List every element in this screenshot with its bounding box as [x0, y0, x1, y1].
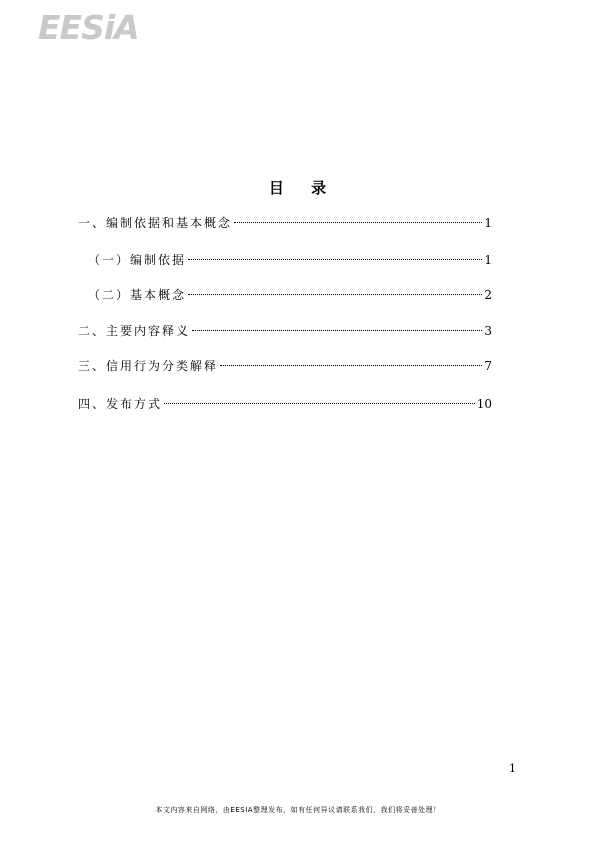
toc-entry[interactable] [78, 357, 492, 375]
toc-entry-page: 7 [484, 359, 492, 373]
toc-entry-text: 一、编制依据和基本概念 [78, 216, 233, 230]
toc-entry[interactable] [78, 395, 492, 413]
toc-entry[interactable] [88, 286, 492, 304]
toc-entry-page: 1 [484, 216, 492, 230]
toc-dot-leader [192, 330, 482, 331]
toc-entry[interactable] [78, 214, 492, 232]
toc-dot-leader [188, 294, 482, 295]
toc-entry-page: 1 [484, 253, 492, 267]
toc-entry-text: 四、发布方式 [78, 397, 163, 411]
eesia-logo: EESiA [38, 8, 139, 47]
toc-entry-page: 2 [484, 288, 492, 302]
toc-entry-page: 3 [484, 324, 492, 338]
toc-title: 目 录 [268, 179, 338, 197]
footer-notice: 本文内容来自网络，由EESIA整理发布，如有任何异议请联系我们，我们将妥善处理！ [155, 806, 441, 814]
toc-entry-text: （二）基本概念 [88, 288, 187, 302]
toc-entry[interactable] [78, 322, 492, 340]
toc-dot-leader [220, 365, 482, 366]
toc-entry-text: 二、主要内容释义 [78, 324, 191, 338]
page-number: 1 [509, 762, 516, 775]
toc-entry-page: 10 [476, 397, 492, 411]
toc-dot-leader [164, 403, 475, 404]
toc-entry-text: 三、信用行为分类解释 [78, 359, 219, 373]
toc-dot-leader [234, 222, 482, 223]
toc-dot-leader [188, 259, 482, 260]
toc-entry-text: （一）编制依据 [88, 253, 187, 267]
toc-entry[interactable] [88, 251, 492, 269]
